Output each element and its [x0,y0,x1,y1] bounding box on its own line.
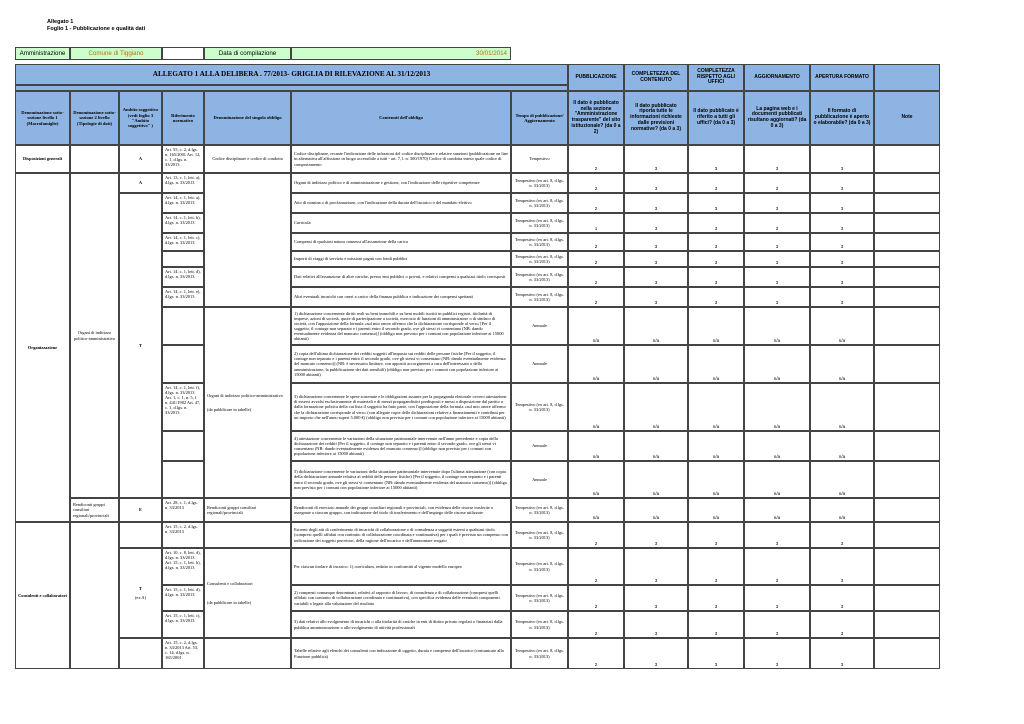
metric-header-4: APERTURA FORMATO [810,64,874,91]
rif-cell: Art. 14, c. 1, lett. b), d.lgs. n. 33/2013 [162,213,204,233]
note-cell[interactable] [874,522,940,548]
score-cell[interactable]: 3 [624,193,688,213]
rif-cell: Art. 15, c. 2, d.lgs. n. 33/2013 [162,522,204,548]
rif-cell [162,461,204,498]
score-cell[interactable]: n/a [568,498,624,522]
score-cell[interactable]: 2 [568,522,624,548]
score-cell[interactable]: n/a [568,307,624,345]
score-cell[interactable]: 3 [744,173,810,193]
col-header-12: Note [874,91,940,145]
tempo-cell: Annuale [511,431,568,461]
score-cell[interactable]: n/a [568,345,624,383]
score-cell[interactable]: 3 [624,173,688,193]
main-title: ALLEGATO 1 ALLA DELIBERA . 77/2013- GRIGLIA DI RILEVAZIONE AL 31/12/2013 [15,64,568,85]
denom-consulenti-line: (da pubblicare in tabelle) [207,600,252,605]
tempo-cell: Tempestivo (ex art. 8, d.lgs. n. 33/2013) [511,522,568,548]
metric-header-3: AGGIORNAMENTO [744,64,810,91]
admin-value-text: Comune di Tiggiano [88,49,144,57]
date-label-text: Data di compilazione [218,49,277,57]
rif-cell: Art. 14, c. 1, lett. e), d.lgs. n. 33/2013 [162,287,204,307]
score-cell[interactable]: 3 [744,522,810,548]
metric-header-0: PUBBLICAZIONE [568,64,624,91]
score-cell[interactable]: n/a [810,383,874,431]
score-cell[interactable]: 3 [688,548,744,585]
tempo-cell: Tempestivo (ex art. 8, d.lgs. n. 33/2013) [511,383,568,431]
tempo-cell: Tempestivo (ex art. 8, d.lgs. n. 33/2013) [511,233,568,251]
date-value-text: 30/01/2014 [476,49,507,57]
score-cell[interactable]: n/a [568,461,624,498]
note-cell[interactable] [874,267,940,287]
rif-cell: Art. 15, c. 1, lett. c), d.lgs. n. 33/2013 [162,611,204,638]
sheet-subtitle: Foglio 1 - Pubblicazione e qualità dati [47,26,146,32]
rif-cell: Art. 14, c. 1, lett. a), d.lgs. n. 33/2013 [162,193,204,213]
col-header-6: Tempo di pubblicazione/ Aggiornamento [511,91,568,145]
score-cell[interactable]: 3 [744,267,810,287]
admin-label [15,47,70,60]
tempo-cell: Tempestivo (ex art. 8, d.lgs. n. 33/2013) [511,173,568,193]
score-cell[interactable]: n/a [624,345,688,383]
score-cell[interactable]: n/a [688,345,744,383]
score-cell[interactable]: n/a [624,307,688,345]
score-cell[interactable]: 3 [688,213,744,233]
rif-cell [162,431,204,461]
note-cell[interactable] [874,638,940,669]
score-cell[interactable]: 3 [624,522,688,548]
score-cell[interactable]: 3 [624,267,688,287]
note-cell[interactable] [874,345,940,383]
score-cell[interactable]: n/a [688,498,744,522]
tempo-cell: Tempestivo (ex art. 8, d.lgs. n. 33/2013) [511,251,568,267]
score-cell[interactable]: n/a [624,431,688,461]
subgroup-organi: Organi di indirizzo politico-amministrativo [70,173,119,498]
score-cell[interactable]: n/a [688,383,744,431]
ambito-T2-letter: T [139,585,142,591]
score-cell[interactable]: 3 [810,548,874,585]
score-cell[interactable]: n/a [744,461,810,498]
subgroup-rendiconti: Rendiconti gruppi consiliari regionali/provinciali [70,498,119,522]
admin-value[interactable] [70,47,162,60]
denom-organi [204,307,291,498]
score-cell[interactable]: 3 [688,145,744,173]
score-cell[interactable]: 3 [688,193,744,213]
col-header-1: Denominazione sotto-sezione 2 livello (Tipologie di dati) [70,91,119,145]
contenuti-cell: Codice disciplinare, recante l'indicazione delle infrazioni del codice disciplinare e relative sanzioni (pubblicazione on line in alternativa all'affissione in luogo accessibile a tutti - art. 7, l. n. 300/1970) Codice di condotta inteso quale codice di comportamento [291,145,511,173]
col-header-3: Riferimento normativo [162,91,204,145]
score-cell[interactable]: 3 [624,233,688,251]
contenuti-cell: Per ciascun titolare di incarico: 1) curriculum, redatto in conformità al vigente modello europeo [291,548,511,585]
empty-cell [119,638,162,669]
score-cell[interactable]: 1 [568,213,624,233]
metric-header-2: COMPLETEZZA RISPETTO AGLI UFFICI [688,64,744,91]
empty-cell [162,47,204,60]
score-cell[interactable]: 3 [744,251,810,267]
contenuti-cell: Importi di viaggi di servizio e missioni pagati con fondi pubblici [291,251,511,267]
rif-cell: Art. 14, c. 1, lett. f), d.lgs. n. 33/2013 Art. 1, c. 1, n. 5, l. n. 441/1982 Art. 47, c. 1, d.lgs. n. 33/2013 [162,383,204,431]
note-cell[interactable] [874,233,940,251]
score-cell[interactable]: 3 [744,638,810,669]
contenuti-cell: Organi di indirizzo politico e di amministrazione e gestione, con l'indicazione delle rispettive competenze [291,173,511,193]
ambito-A: A [119,173,162,193]
metric-header-1: COMPLETEZZA DEL CONTENUTO [624,64,688,91]
score-cell[interactable]: 3 [810,638,874,669]
score-cell[interactable]: 3 [744,233,810,251]
note-cell[interactable] [874,431,940,461]
contenuti-cell: 3) dichiarazione concernente le spese sostenute e le obbligazioni assunte per la propaganda elettorale ovvero attestazione di essersi avvalsi esclusivamente di materiali e di mezzi propagandistici predisposti e messi a disposizione dal partito o dalla formazione politica della cui lista il soggetto ha fatto parte, con l'apposizione della formula «sul mio onore affermo che la dichiarazione corrisponde al vero» (con allegate copie delle dichiarazioni relative a finanziamenti e contributi per un importo che nell'anno superi 5.000 €) (obbligo non previsto per i comuni con popolazione inferiore ai 15000 abitanti) [291,383,511,431]
score-cell[interactable]: n/a [744,431,810,461]
tempo-cell: Tempestivo (ex art. 8, d.lgs. n. 33/2013) [511,611,568,638]
tempo-cell: Tempestivo (ex art. 8, d.lgs. n. 33/2013) [511,585,568,611]
tempo-cell: Tempestivo [511,145,568,173]
empty-cell [70,522,119,669]
col-header-9: Il dato pubblicato è riferito a tutti gli uffici? (da 0 a 3) [688,91,744,145]
note-cell[interactable] [874,173,940,193]
col-header-11: Il formato di pubblicazione è aperto o elaborabile? (da 0 a 3) [810,91,874,145]
note-cell[interactable] [874,383,940,431]
note-cell[interactable] [874,145,940,173]
admin-label-text: Amministrazione [19,49,66,57]
rif-cell: Art. 15, c. 1, lett. d), d.lgs. n. 33/2013 [162,585,204,611]
note-cell[interactable] [874,461,940,498]
score-cell[interactable]: n/a [810,307,874,345]
score-cell[interactable]: 3 [624,213,688,233]
score-cell[interactable]: n/a [624,461,688,498]
score-cell[interactable]: 2 [568,287,624,307]
rif-cell [162,345,204,383]
empty-cell [204,638,291,669]
empty-cell [70,145,119,173]
contenuti-cell: Curricula [291,213,511,233]
score-cell[interactable]: n/a [810,345,874,383]
rif-cell: Art. 55, c. 2, d.lgs. n. 165/2001 Art. 12, c. 1, d.lgs. n. 33/2013 [162,145,204,173]
score-cell[interactable]: 3 [810,213,874,233]
denom-consulenti [204,548,291,638]
score-cell[interactable]: 3 [810,145,874,173]
score-cell[interactable]: 3 [688,638,744,669]
score-cell[interactable]: 2 [568,233,624,251]
score-cell[interactable]: 3 [810,611,874,638]
rif-cell: Art. 28, c. 1, d.lgs. n. 33/2013 [162,498,204,522]
score-cell[interactable]: 3 [810,267,874,287]
score-cell[interactable]: n/a [744,345,810,383]
score-cell[interactable]: 3 [810,173,874,193]
score-cell[interactable]: 3 [744,213,810,233]
date-label [204,47,291,60]
rif-cell: Art. 15, c. 2, d.lgs. n. 33/2013 Art. 53, c. 14, d.lgs. n. 165/2001 [162,638,204,669]
denom-organi-line: Organi di indirizzo politico-amministrativo [207,393,283,399]
empty-cell [204,522,291,548]
note-cell[interactable] [874,307,940,345]
note-header-top [874,64,940,91]
contenuti-cell: Tabelle relative agli elenchi dei consulenti con indicazione di oggetto, durata e compenso dell'incarico (comunicate alla Funzione pubblica) [291,638,511,669]
group-organizzazione: Organizzazione [15,173,70,522]
score-cell[interactable]: 2 [568,638,624,669]
rif-cell: Art. 14, c. 1, lett. c), d.lgs. n. 33/2013 [162,233,204,251]
score-cell[interactable]: 3 [810,233,874,251]
score-cell[interactable]: n/a [688,307,744,345]
contenuti-cell: 2) copia dell'ultima dichiarazione dei redditi soggetti all'imposta sui redditi delle persone fisiche [Per il soggetto, il coniuge non separato e i parenti entro il secondo grado, ove gli stessi vi consentano (NB: dando eventualmente evidenza del mancato consenso)] (NB: è necessario limitare, con appositi accorgimenti a cura dell'interessato o della amministrazione, la pubblicazione dei dati sensibili) (obbligo non previsto per i comuni con popolazione inferiore ai 15000 abitanti) [291,345,511,383]
rif-cell: Art. 13, c. 1, lett. a), d.lgs. n. 33/2013 [162,173,204,193]
note-cell[interactable] [874,287,940,307]
score-cell[interactable]: n/a [624,498,688,522]
score-cell[interactable]: n/a [744,383,810,431]
score-cell[interactable]: 2 [568,548,624,585]
score-cell[interactable]: n/a [568,383,624,431]
contenuti-cell: Rendiconti di esercizio annuale dei gruppi consiliari regionali e provinciali, con evidenza delle risorse trasferite o assegnate a ciascun gruppo, con indicazione del titolo di trasferimento e dell'impiego delle risorse utilizzate [291,498,511,522]
score-cell[interactable]: n/a [624,383,688,431]
contenuti-cell: 3) dati relativi allo svolgimento di incarichi o alla titolarità di cariche in enti di diritto privato regolati o finanziati dalla pubblica amministrazione o allo svolgimento di attività professionali [291,611,511,638]
note-cell[interactable] [874,548,940,585]
contenuti-cell: 5) dichiarazione concernente le variazioni della situazione patrimoniale intervenute dopo l'ultima attestazione (con copia della dichiarazione annuale relativa ai redditi delle persone fisiche) [Per il soggetto, il coniuge non separato e i parenti entro il secondo grado, ove gli stessi vi consentano (NB: dando eventualmente evidenza del mancato consenso)] (obbligo non previsto per i comuni con popolazione inferiore ai 15000 abitanti) [291,461,511,498]
ambito-E: E [119,498,162,522]
col-header-7: Il dato è pubblicato nella sezione "Amministrazione trasparente" del sito istituzionale? (da 0 a 2) [568,91,624,145]
contenuti-cell: Altri eventuali incarichi con oneri a carico della finanza pubblica e indicazione dei compensi spettanti [291,287,511,307]
score-cell[interactable]: n/a [744,498,810,522]
note-cell[interactable] [874,193,940,213]
score-cell[interactable]: 3 [624,638,688,669]
score-cell[interactable]: 2 [568,145,624,173]
tempo-cell: Tempestivo (ex art. 8, d.lgs. n. 33/2013) [511,287,568,307]
rif-cell: Art. 10, c. 8, lett. d), d.lgs. n. 33/2013 Art. 15, c. 1, lett. b), d.lgs. n. 33/2013 [162,548,204,585]
score-cell[interactable]: 3 [744,287,810,307]
ambito-T2 [119,548,162,638]
tempo-cell: Tempestivo (ex art. 8, d.lgs. n. 33/2013) [511,267,568,287]
score-cell[interactable]: 3 [744,145,810,173]
tempo-cell: Tempestivo (ex art. 8, d.lgs. n. 33/2013) [511,498,568,522]
score-cell[interactable]: 3 [810,287,874,307]
score-cell[interactable]: 3 [688,233,744,251]
empty-cell [119,522,162,548]
score-cell[interactable]: 3 [810,251,874,267]
col-header-8: Il dato pubblicato riporta tutte le informazioni richieste dalle previsioni normative? (da 0 a 3) [624,91,688,145]
score-cell[interactable]: 3 [624,611,688,638]
score-cell[interactable]: n/a [810,461,874,498]
score-cell[interactable]: 3 [810,585,874,611]
contenuti-cell: Estremi degli atti di conferimento di incarichi di collaborazione o di consulenza a soggetti esterni a qualsiasi titolo (compresi quelli affidati con contratto di collaborazione coordinata e continuativa) per i quali è previsto un compenso con indicazione dei soggetti percettori, della ragione dell'incarico e dell'ammontare erogato [291,522,511,548]
note-cell[interactable] [874,498,940,522]
denom-codice: Codice disciplinare e codice di condotta [204,145,291,173]
denom-consulenti-line: Consulenti e collaboratori [207,580,253,586]
score-cell[interactable]: 3 [624,548,688,585]
score-cell[interactable]: 3 [688,522,744,548]
score-cell[interactable]: 3 [624,287,688,307]
col-header-2: Ambito soggettivo (vedi foglio 3 "Ambito soggettivo" ) [119,91,162,145]
score-cell[interactable]: n/a [810,498,874,522]
ambito-T: T [119,193,162,498]
score-cell[interactable]: n/a [568,431,624,461]
score-cell[interactable]: 3 [744,611,810,638]
ambito-A: A [119,145,162,173]
score-cell[interactable]: 2 [568,611,624,638]
col-header-4: Denominazione del singolo obbligo [204,91,291,145]
score-cell[interactable]: 3 [744,193,810,213]
score-cell[interactable]: 3 [744,585,810,611]
score-cell[interactable]: 3 [744,548,810,585]
tempo-cell: Tempestivo (ex art. 8, d.lgs. n. 33/2013) [511,548,568,585]
rif-cell [162,307,204,345]
score-cell[interactable]: 3 [624,251,688,267]
empty-cell [204,173,291,307]
note-cell[interactable] [874,213,940,233]
score-cell[interactable]: 3 [624,585,688,611]
score-cell[interactable]: 3 [688,585,744,611]
col-header-10: La pagina web e i documenti pubblicati risultano aggiornati? (da 0 a 3) [744,91,810,145]
contenuti-cell: Atto di nomina o di proclamazione, con l'indicazione della durata dell'incarico o del mandato elettivo [291,193,511,213]
contenuti-cell: 1) dichiarazione concernente diritti reali su beni immobili e su beni mobili iscritti in pubblici registri, titolarità di imprese, azioni di società, quote di partecipazione a società, esercizio di funzioni di amministratore o di sindaco di società, con l'apposizione della formula «sul mio onore affermo che la dichiarazione corrisponde al vero» [Per il soggetto, il coniuge non separato e i parenti entro il secondo grado, ove gli stessi vi consentano (NB: dando eventualmente evidenza del mancato consenso)] (obbligo non previsto per i comuni con popolazione inferiore ai 15000 abitanti) [291,307,511,345]
score-cell[interactable]: 3 [810,522,874,548]
contenuti-cell: Dati relativi all'assunzione di altre cariche, presso enti pubblici o privati, e relativi compensi a qualsiasi titolo corrisposti [291,267,511,287]
tempo-cell: Tempestivo (ex art. 8, d.lgs. n. 33/2013) [511,638,568,669]
sheet-title: Allegato 1 [47,19,74,25]
ambito-exA: (ex A) [134,595,147,600]
tempo-cell: Tempestivo (ex art. 8, d.lgs. n. 33/2013) [511,213,568,233]
score-cell[interactable]: 2 [568,251,624,267]
score-cell[interactable]: 3 [688,611,744,638]
score-cell[interactable]: n/a [810,431,874,461]
denom-rendiconti: Rendiconti gruppi consiliari regionali/provinciali [204,498,291,522]
tempo-cell: Tempestivo (ex art. 8, d.lgs. n. 33/2013) [511,193,568,213]
score-cell[interactable]: 3 [624,145,688,173]
group-disposizioni: Disposizioni generali [15,145,70,173]
score-cell[interactable]: 3 [688,267,744,287]
score-cell[interactable]: 3 [688,287,744,307]
score-cell[interactable]: 3 [688,173,744,193]
score-cell[interactable]: 3 [810,193,874,213]
contenuti-cell: Compensi di qualsiasi natura connessi all'assunzione della carica [291,233,511,251]
score-cell[interactable]: 2 [568,173,624,193]
score-cell[interactable]: n/a [688,461,744,498]
score-cell[interactable]: n/a [744,307,810,345]
note-cell[interactable] [874,251,940,267]
contenuti-cell: 4) attestazione concernente le variazioni della situazione patrimoniale intervenute nell'anno precedente e copia della dichiarazione dei redditi [Per il soggetto, il coniuge non separato e i parenti entro il secondo grado, ove gli stessi vi consentano (NB: dando eventualmente evidenza del mancato consenso)] (obbligo non previsto per i comuni con popolazione inferiore ai 15000 abitanti) [291,431,511,461]
col-header-5: Contenuti dell'obbligo [291,91,511,145]
date-value[interactable] [291,47,511,60]
score-cell[interactable]: 2 [568,585,624,611]
tempo-cell: Annuale [511,345,568,383]
col-header-0: Denominazione sotto-sezione livello 1 (Macrofamiglie) [15,91,70,145]
rif-cell: Art. 14, c. 1, lett. d), d.lgs. n. 33/2013 [162,267,204,287]
tempo-cell: Annuale [511,461,568,498]
group-consulenti: Consulenti e collaboratori [15,522,70,669]
score-cell[interactable]: n/a [688,431,744,461]
score-cell[interactable]: 2 [568,267,624,287]
contenuti-cell: 2) compensi comunque denominati, relativi al rapporto di lavoro, di consulenza o di collaborazione (compresi quelli affidati con contratto di collaborazione coordinata e continuativa), con specifica evidenza delle eventuali componenti variabili o legate alla valutazione del risultato [291,585,511,611]
score-cell[interactable]: 2 [568,193,624,213]
rif-cell [162,251,204,267]
denom-organi-line: (da pubblicare in tabelle) [207,406,252,412]
note-cell[interactable] [874,585,940,611]
score-cell[interactable]: 3 [688,251,744,267]
note-cell[interactable] [874,611,940,638]
tempo-cell: Annuale [511,307,568,345]
